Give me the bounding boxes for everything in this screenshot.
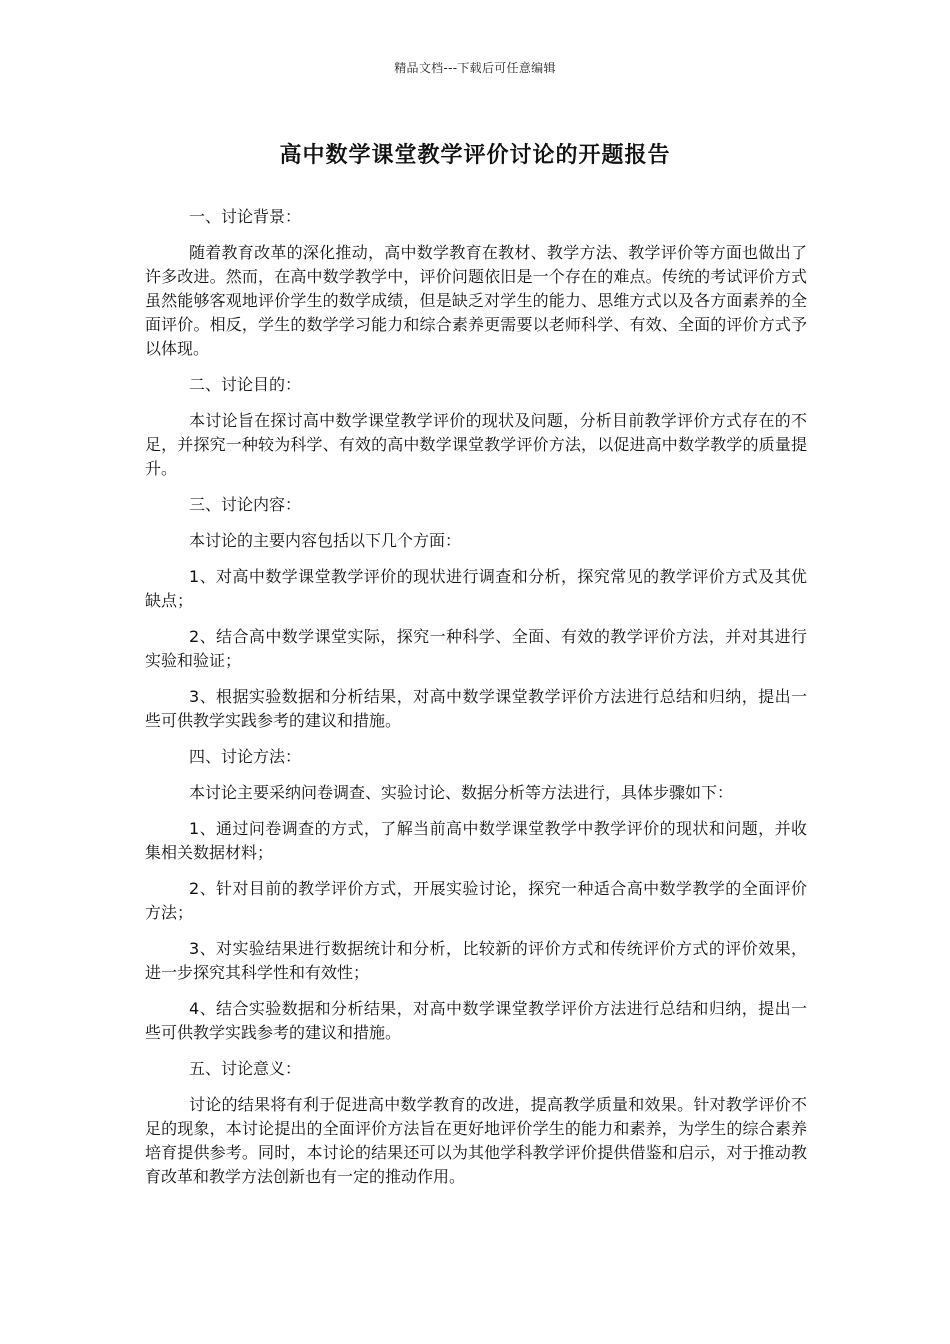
section-heading-background: 一、讨论背景： [189,207,302,226]
background-paragraph: 随着教育改革的深化推动，高中数学教育在教材、教学方法、教学评价等方面也做出了许多改进。然而，在高中数学教学中，评价问题依旧是一个存在的难点。传统的考试评价方式虽然能够客观地评价学生的数学成绩，但是缺乏对学生的能力、思维方式以及各方面素养的全面评价。相反，学生的数学学习能力和综合素养更需要以老师科学、有效、全面的评价方式予以体现。 [145,243,807,358]
significance-paragraph: 讨论的结果将有利于促进高中数学教育的改进，提高教学质量和效果。针对教学评价不足的现象，本讨论提出的全面评价方法旨在更好地评价学生的能力和素养，为学生的综合素养培育提供参考。同时，本讨论的结果还可以为其他学科教学评价提供借鉴和启示，对于推动教育改革和教学方法创新也有一定的推动作用。 [145,1095,807,1186]
section-heading-method: 四、讨论方法： [189,747,302,766]
content-item-1: 1、对高中数学课堂教学评价的现状进行调查和分析，探究常见的教学评价方式及其优缺点； [145,567,807,610]
section-heading-significance: 五、讨论意义： [189,1059,302,1078]
page-title: 高中数学课堂教学评价讨论的开题报告 [279,143,671,168]
content-item-2: 2、结合高中数学课堂实际，探究一种科学、全面、有效的教学评价方法，并对其进行实验和验证； [145,627,807,670]
content-intro: 本讨论的主要内容包括以下几个方面： [189,531,462,550]
method-intro: 本讨论主要采纳问卷调查、实验讨论、数据分析等方法进行，具体步骤如下： [189,783,734,802]
method-item-4: 4、结合实验数据和分析结果，对高中数学课堂教学评价方法进行总结和归纳，提出一些可供教学实践参考的建议和措施。 [145,999,807,1042]
content-item-3: 3、根据实验数据和分析结果，对高中数学课堂教学评价方法进行总结和归纳，提出一些可供教学实践参考的建议和措施。 [145,687,807,730]
method-item-2: 2、针对目前的教学评价方式，开展实验讨论，探究一种适合高中数学教学的全面评价方法； [145,879,807,922]
purpose-paragraph: 本讨论旨在探讨高中数学课堂教学评价的现状及问题，分析目前教学评价方式存在的不足，并探究一种较为科学、有效的高中数学课堂教学评价方法，以促进高中数学教学的质量提升。 [145,411,807,478]
method-item-1: 1、通过问卷调查的方式，了解当前高中数学课堂教学中教学评价的现状和问题，并收集相关数据材料； [145,819,807,862]
header-note: 精品文档---下载后可任意编辑 [394,61,556,75]
document-body [145,205,807,1201]
method-item-3: 3、对实验结果进行数据统计和分析，比较新的评价方式和传统评价方式的评价效果，进一步探究其科学性和有效性； [145,939,807,982]
section-heading-purpose: 二、讨论目的： [189,375,302,394]
section-heading-content: 三、讨论内容： [189,495,302,514]
